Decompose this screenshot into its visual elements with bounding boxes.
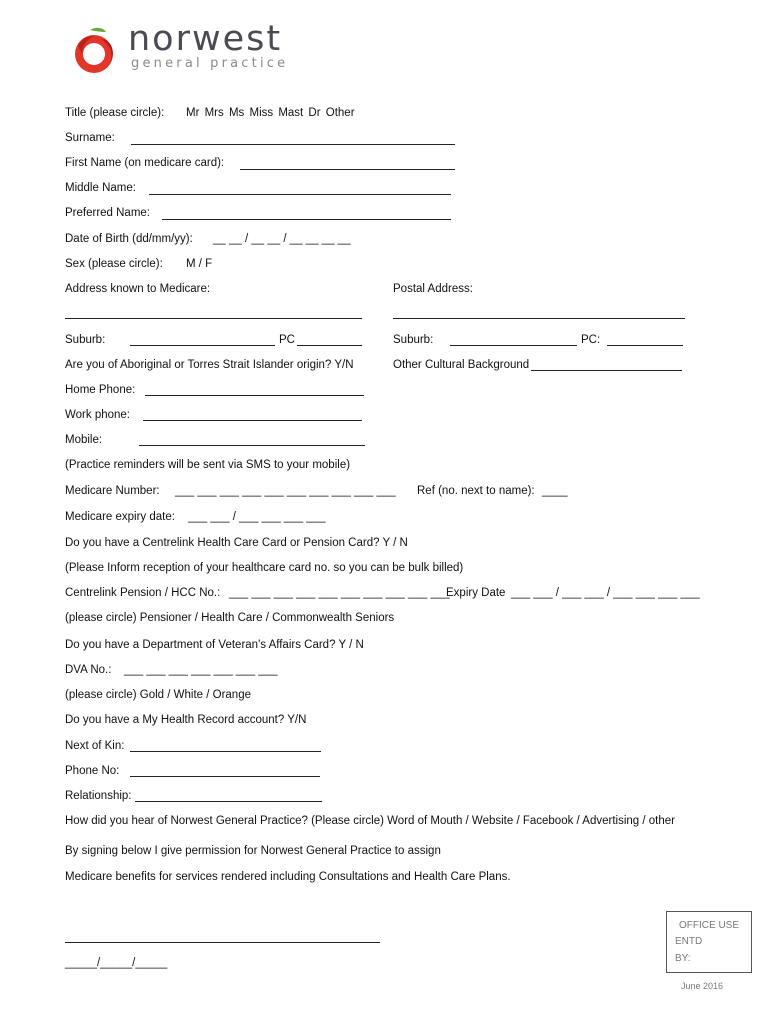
office-use-box [666,911,752,973]
pc-field-medicare[interactable] [297,345,362,346]
pensioner-circle[interactable]: (please circle) Pensioner / Health Care / Commonwealth Seniors [65,612,395,624]
aboriginal-question[interactable]: Are you of Aboriginal or Torres Strait Islander origin? Y/N [65,359,354,371]
consent-line-1: By signing below I give permission for Norwest General Practice to assign [65,845,441,857]
suburb-label-postal: Suburb: [393,334,434,346]
mobile-field[interactable] [139,445,365,446]
dva-question[interactable]: Do you have a Department of Veteran's Affairs Card? Y / N [65,639,364,651]
sms-note: (Practice reminders will be sent via SMS to your mobile) [65,459,351,471]
surname-field[interactable] [131,144,455,145]
pc-field-postal[interactable] [607,345,683,346]
office-use-title: OFFICE USE [679,920,740,931]
signature-field[interactable] [65,942,380,943]
ref-field[interactable]: ____ [542,485,568,497]
surname-label: Surname: [65,132,115,144]
medicare-address-label: Address known to Medicare: [65,283,211,295]
next-of-kin-field[interactable] [130,751,321,752]
suburb-field-postal[interactable] [450,345,577,346]
dva-number-field[interactable]: ___ ___ ___ ___ ___ ___ ___ [124,664,278,676]
office-by-label: BY: [675,953,691,964]
footer-date: June 2016 [681,981,724,991]
logo-subtitle: general practice [131,56,289,71]
pc-label-medicare: PC [279,334,295,346]
my-health-record-question[interactable]: Do you have a My Health Record account? Y/N [65,714,307,726]
medicare-number-field[interactable]: ___ ___ ___ ___ ___ ___ ___ ___ ___ ___ [175,485,396,497]
office-entd-label: ENTD [675,936,703,947]
postal-address-field[interactable] [393,318,685,319]
suburb-field-medicare[interactable] [130,345,275,346]
preferred-name-field[interactable] [162,219,451,220]
first-name-label: First Name (on medicare card): [65,157,225,169]
medicare-expiry-field[interactable]: ___ ___ / ___ ___ ___ ___ [188,511,326,523]
postal-address-label: Postal Address: [393,283,473,295]
centrelink-note: (Please Inform reception of your healthcare card no. so you can be bulk billed) [65,562,464,574]
signature-date-field[interactable]: _____/_____/_____ [65,957,168,969]
first-name-field[interactable] [240,169,455,170]
ref-label: Ref (no. next to name): [417,485,535,497]
relationship-field[interactable] [135,801,322,802]
dva-circle[interactable]: (please circle) Gold / White / Orange [65,689,251,701]
sex-options[interactable]: M / F [186,258,213,270]
phone-no-field[interactable] [130,776,320,777]
relationship-label: Relationship: [65,790,132,802]
dob-label: Date of Birth (dd/mm/yy): [65,233,193,245]
logo-wordmark: norwest [128,19,283,59]
title-label: Title (please circle): [65,107,165,119]
dob-field[interactable]: __ __ / __ __ / __ __ __ __ [213,233,351,245]
preferred-name-label: Preferred Name: [65,207,151,219]
centrelink-number-label: Centrelink Pension / HCC No.: [65,587,221,599]
hear-about-question[interactable]: How did you hear of Norwest General Practice? (Please circle) Word of Mouth / Website / Facebook / Advertising / other [65,815,675,827]
mobile-label: Mobile: [65,434,103,446]
medicare-address-field[interactable] [65,318,362,319]
title-options[interactable]: Mr Mrs Ms Miss Mast Dr Other [186,107,355,119]
other-cultural-label: Other Cultural Background [393,359,530,371]
centrelink-expiry-label: Expiry Date [446,587,506,599]
suburb-label-medicare: Suburb: [65,334,106,346]
other-cultural-field[interactable] [531,370,682,371]
home-phone-label: Home Phone: [65,384,136,396]
work-phone-field[interactable] [143,420,362,421]
medicare-expiry-label: Medicare expiry date: [65,511,175,523]
dva-number-label: DVA No.: [65,664,112,676]
consent-line-2: Medicare benefits for services rendered including Consultations and Health Care Plans. [65,871,511,883]
sex-label: Sex (please circle): [65,258,163,270]
centrelink-number-field[interactable]: ___ ___ ___ ___ ___ ___ ___ ___ ___ ___ [229,587,450,599]
phone-no-label: Phone No: [65,765,120,777]
apple-logo-icon [70,26,128,76]
centrelink-expiry-field[interactable]: ___ ___ / ___ ___ / ___ ___ ___ ___ [511,587,700,599]
pc-label-postal: PC: [581,334,601,346]
middle-name-field[interactable] [149,194,451,195]
middle-name-label: Middle Name: [65,182,136,194]
medicare-number-label: Medicare Number: [65,485,160,497]
work-phone-label: Work phone: [65,409,130,421]
centrelink-question[interactable]: Do you have a Centrelink Health Care Card or Pension Card? Y / N [65,537,408,549]
home-phone-field[interactable] [145,395,364,396]
next-of-kin-label: Next of Kin: [65,740,125,752]
